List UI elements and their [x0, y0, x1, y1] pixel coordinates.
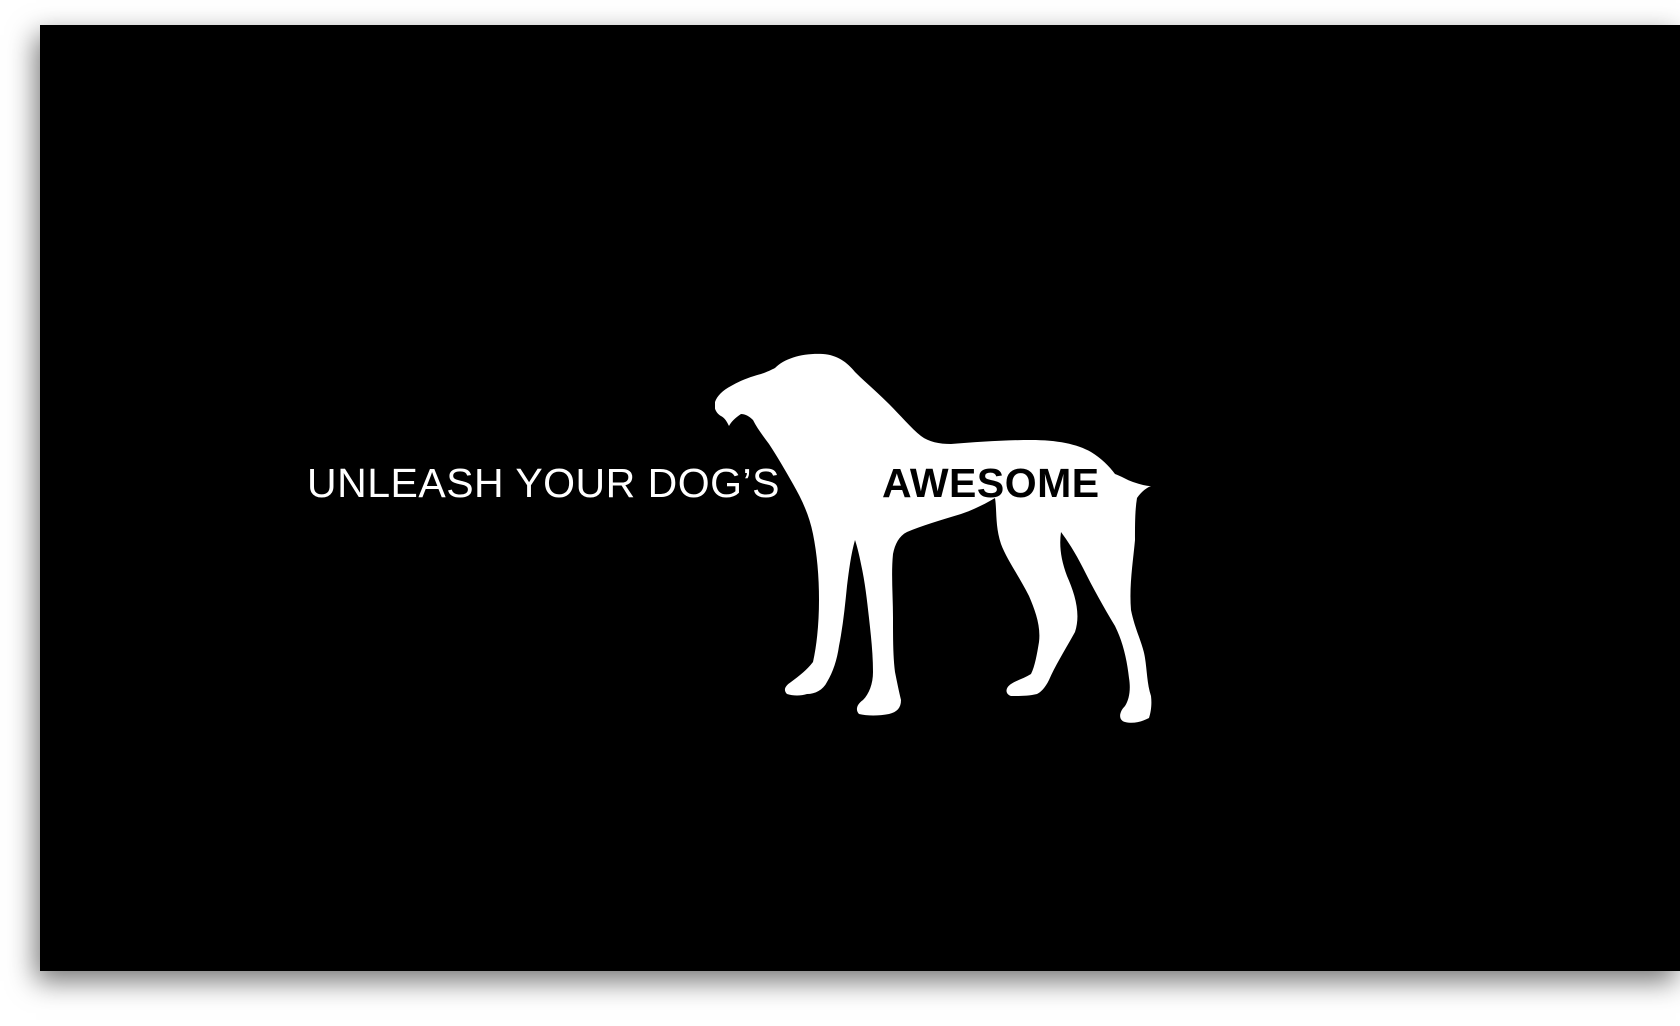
tagline-highlight: AWESOME: [882, 460, 1100, 506]
tagline-prefix: UNLEASH YOUR DOG’S: [307, 460, 781, 506]
dog-silhouette-icon: [715, 348, 1190, 738]
